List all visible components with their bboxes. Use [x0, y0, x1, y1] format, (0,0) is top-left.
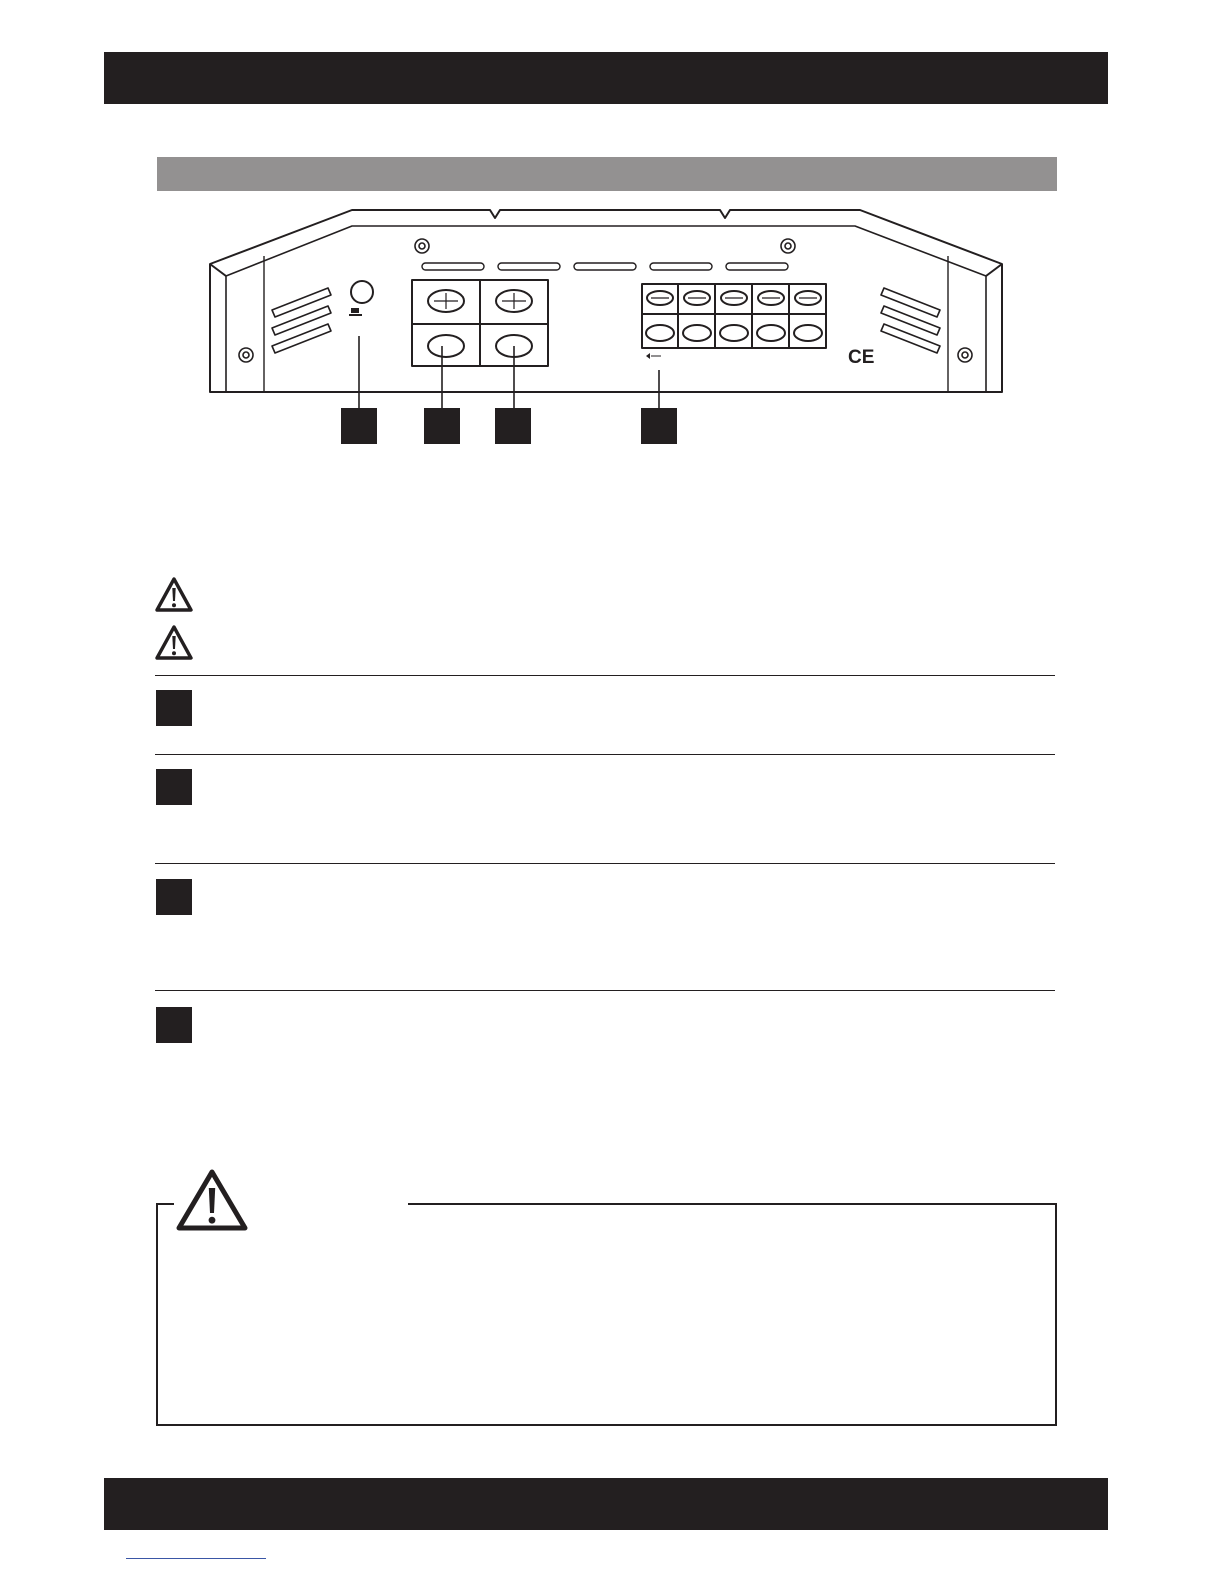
ce-mark: CE	[848, 347, 875, 368]
item-marker-1	[156, 690, 192, 726]
warning-triangle-icon	[179, 1172, 245, 1228]
callout-box-1	[341, 408, 377, 444]
footer-bar	[104, 1478, 1108, 1530]
callout-box-2	[424, 408, 460, 444]
power-terminal-block	[412, 280, 548, 366]
section-header-bar	[157, 157, 1057, 191]
right-vents	[881, 288, 940, 353]
top-vent-slots	[422, 263, 788, 270]
callout-box-3	[495, 408, 531, 444]
header-bar	[104, 52, 1108, 104]
divider-line	[155, 754, 1055, 755]
divider-line	[155, 675, 1055, 676]
power-led	[351, 281, 373, 303]
leader-lines	[359, 336, 659, 410]
item-marker-3	[156, 879, 192, 915]
left-vents	[272, 288, 331, 353]
divider-line	[155, 990, 1055, 991]
item-marker-2	[156, 769, 192, 805]
warning-notice-box	[150, 1160, 1062, 1432]
amplifier-panel-diagram	[200, 200, 1020, 450]
warning-triangle-icon	[154, 624, 194, 662]
callout-box-4	[641, 408, 677, 444]
warning-triangle-icon	[154, 576, 194, 614]
item-marker-4	[156, 1007, 192, 1043]
divider-line	[155, 863, 1055, 864]
screws	[239, 239, 972, 362]
speaker-terminal-block	[642, 284, 826, 348]
link-underline[interactable]	[126, 1558, 266, 1559]
